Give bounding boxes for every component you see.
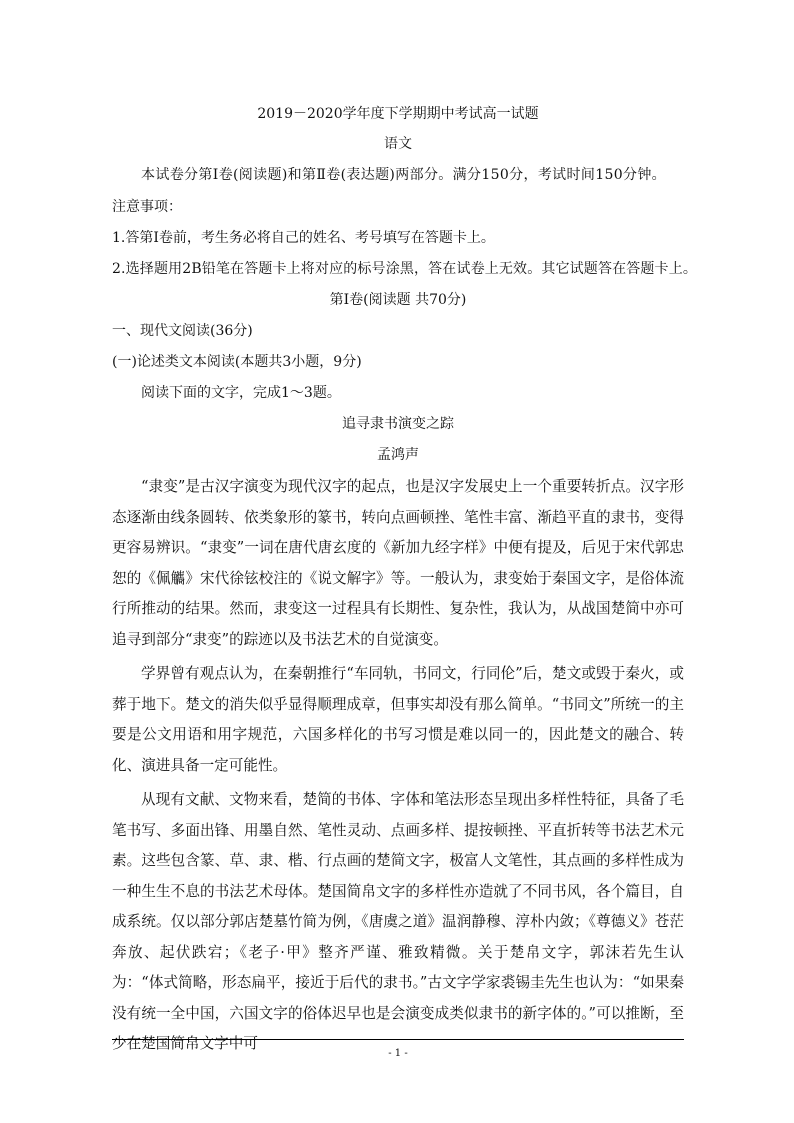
subpart-title: (一)论述类文本阅读(本题共3小题，9分) [112, 354, 362, 370]
part-title: 一、现代文阅读(36分) [112, 323, 253, 339]
notes-item-2: 2.选择题用2B铅笔在答题卡上将对应的标号涂黑，答在试卷上无效。其它试题答在答题卡上。 [112, 261, 698, 277]
exam-page [112, 0, 698, 1123]
article-author: 孟鸿声 [377, 447, 419, 463]
page-number: - 1 - [388, 1048, 408, 1059]
exam-intro: 本试卷分第Ⅰ卷(阅读题)和第Ⅱ卷(表达题)两部分。满分150分，考试时间150分钟。 [141, 167, 667, 183]
article-paragraph-1: “隶变”是古汉字演变为现代汉字的起点，也是汉字发展史上一个重要转折点。汉字形态逐渐由线条圆转、依类象形的篆书，转向点画顿挫、笔性丰富、渐趋平直的隶书，变得更容易辨识。“隶变”一词在唐代唐玄度的《新加九经字样》中便有提及，后见于宋代郭忠恕的《佩觿》宋代徐铉校注的《说文解字》等。一般认为，隶变始于秦国文字，是俗体流行所推动的结果。然而，隶变这一过程具有长期性、复杂性，我认为，从战国楚简中亦可追寻到部分“隶变”的踪迹以及书法艺术的自觉演变。 [112, 478, 684, 648]
subject-title: 语文 [384, 136, 412, 152]
article-paragraph-3: 从现有文献、文物来看，楚简的书体、字体和笔法形态呈现出多样性特征，具备了毛笔书写、多面出锋、用墨自然、笔性灵动、点画多样、提按顿挫、平直折转等书法艺术元素。这些包含篆、草、隶、楷、行点画的楚简文字，极富人文笔性，其点画的多样性成为一种生生不息的书法艺术母体。楚国简帛文字的多样性亦造就了不同书风，各个篇目，自成系统。仅以部分郭店楚墓竹简为例，《唐虞之道》温润静穆、淳朴内敛；《尊德义》苍茫奔放、起伏跌宕；《老子·甲》整齐严谨、雅致精微。关于楚帛文字，郭沫若先生认为：“体式简略，形态扁平，接近于后代的隶书。”古文字学家裘锡圭先生也认为：“如果秦没有统一全中国，六国文字的俗体迟早也是会演变成类似隶书的新字体的。”可以推断，至少在楚国简帛文字中可 [112, 791, 684, 1052]
article-paragraph-2: 学界曾有观点认为，在秦朝推行“车同轨，书同文，行同伦”后，楚文或毁于秦火，或葬于地下。楚文的消失似乎显得顺理成章，但事实却没有那么简单。“书同文”所统一的主要是公文用语和用字规范，六国多样化的书写习惯是难以同一的，因此楚文的融合、转化、演进具备一定可能性。 [112, 665, 684, 774]
volume-title: 第Ⅰ卷(阅读题 共70分) [329, 292, 467, 308]
reading-instruction: 阅读下面的文字，完成1～3题。 [141, 385, 341, 401]
footer-rule [112, 1039, 684, 1040]
exam-title: 2019－2020学年度下学期期中考试高一试题 [257, 106, 539, 122]
article-title: 追寻隶书演变之踪 [342, 416, 454, 432]
notes-item-1: 1.答第Ⅰ卷前，考生务必将自己的姓名、考号填写在答题卡上。 [112, 230, 495, 246]
notes-heading: 注意事项： [112, 199, 182, 215]
